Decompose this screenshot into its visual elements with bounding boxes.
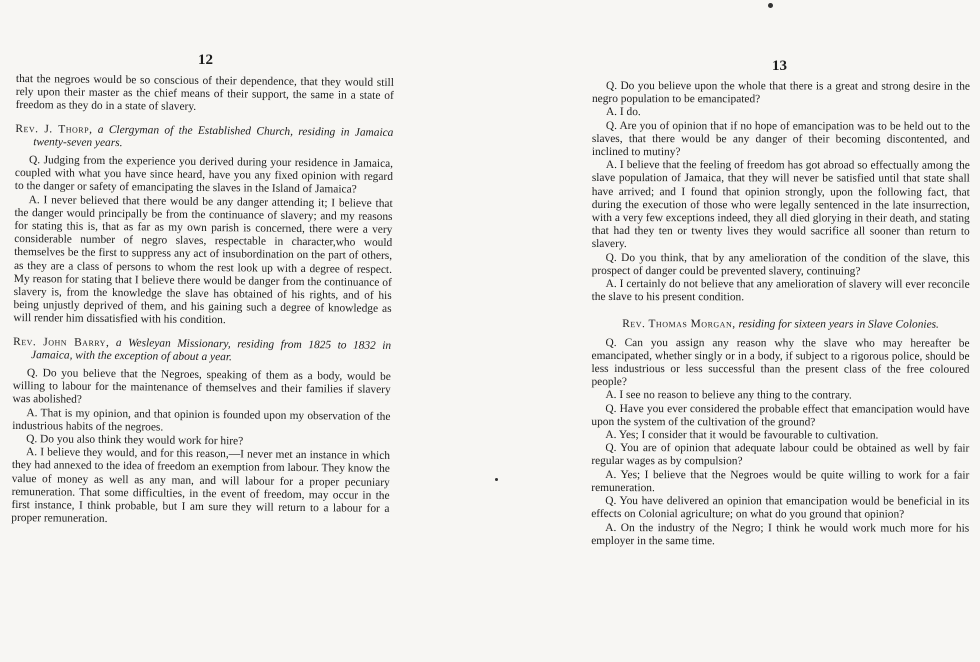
barry-answer-1: A. That is my opinion, and that opinion is founded upon my observation of the industrious habits of the negroes. [12,406,391,434]
morgan-answer-1: A. I see no reason to believe any thing to the contrary. [605,389,852,402]
morgan-question-1: Q. Can you assign any reason why the slave who may hereafter be emancipated, whether singly or in a body, if subject to a rigorous police, should be less industrious or less successful than the present class of the free coloured people? [591,336,970,389]
question-2: Q. Are you of opinion that if no hope of emancipation was to be held out to the slaves, that there would be any danger of their becoming discontented, and inclined to mutiny? [591,119,970,159]
answer-2: A. I believe that the feeling of freedom has got abroad so effectually among the slave population of Jamaica, that they will never be satisfied until that state shall have arrived; and I found that opinion strongly, upon the following fact, that during the execution of those who were legally sentenced in the late insurrection, with a very few exceptions indeed, they all died glorying in their death, and stating that had they ten or twenty lives they would sacrifice all sooner than return to slavery. [591,159,970,251]
left-text-column [11,73,394,529]
barry-description: a Wesleyan Missionary, residing from 1825 to 1832 in Jamaica, with the exception of about a year. [30,336,392,364]
morgan-answer-4: A. On the industry of the Negro; I think he would work much more for his employer in the same time. [591,521,970,547]
page-number-left: 12 [198,52,213,68]
right-page [490,0,980,662]
morgan-name: Rev. Thomas Morgan, [622,318,736,331]
answer-1: A. I do. [605,106,641,119]
continued-paragraph: that the negroes would be so conscious of their dependence, that they would still rely upon their master as the chief means of their support, the same in a state of freedom as they do in a state of slavery. [15,73,394,114]
morgan-question-2: Q. Have you ever considered the probable effect that emancipation would have upon the system of the cultivation of the ground? [591,402,970,429]
right-text-column [591,80,970,549]
thorp-answer-1: A. I never believed that there would be any danger attending it; I believe that the danger would principally be from the continuance of slavery; and my reasons for stating this is, that as far as my own parish is concerned, there were a very considerable number of negro slaves, respectable in character,who would themselves be the first to suppress any act of insubordination on the part of others, as they are a class of persons to whom the rest look up with a degree of respect. My reason for stating that I believe there would be danger from the continuance of slavery is, from the knowledge the slave has obtained of his rights, and of his being unjustly deprived of them, and his gaining such a degree of knowledge as will render him dissatisfied with his condition. [13,193,393,327]
page-number-right: 13 [772,58,787,74]
thorp-heading [15,123,393,153]
barry-heading [13,336,391,366]
morgan-answer-2: A. Yes; I consider that it would be favourable to cultivation. [605,429,879,442]
question-1: Q. Do you believe upon the whole that there is a great and strong desire in the negro population to be emancipated? [591,80,970,106]
ink-speck [495,478,498,481]
morgan-description: residing for sixteen years in Slave Colonies. [738,318,939,332]
morgan-heading [592,318,970,332]
thorp-question-1: Q. Judging from the experience you derived during your residence in Jamaica, coupled with what you have since heard, have you any fixed opinion with regard to the danger or safety of emancipating the slaves in the Island of Jamaica? [14,154,394,196]
morgan-question-3: Q. You are of opinion that adequate labour could be obtained as well by fair regular wages as by compulsion? [591,442,970,468]
thorp-description: a Clergyman of the Established Church, residing in Jamaica twenty-seven years. [33,123,394,149]
ink-speck [768,3,773,8]
barry-answer-2: A. I believe they would, and for this reason,—I never met an instance in which they had annexed to the idea of freedom an exemption from labour. They know the value of money as well as any man, and will labour for a proper pecuniary remuneration. That some difficulties, in the event of freedom, may occur in the first instance, I think probable, but I am sure they will return to a labour for a proper remuneration. [11,446,391,526]
thorp-name: Rev. J. Thorp, [15,122,93,136]
barry-question-2: Q. Do you also think they would work for hire? [26,433,244,448]
answer-3: A. I certainly do not believe that any amelioration of slavery will ever reconcile the slave to his present condition. [591,278,970,304]
barry-question-1: Q. Do you believe that the Negroes, speaking of them as a body, would be willing to labour for the maintenance of themselves and their families if slavery was abolished? [12,367,391,407]
barry-name: Rev. John Barry, [13,335,110,349]
morgan-question-4: Q. You have delivered an opinion that emancipation would be beneficial in its effects on Colonial agriculture; on what do you ground that opinion? [591,495,970,521]
morgan-answer-3: A. Yes; I believe that the Negroes would be quite willing to work for a fair remuneration. [591,468,970,495]
question-3: Q. Do you think, that by any amelioration of the condition of the slave, this prospect of danger could be prevented slavery, continuing? [591,251,970,278]
